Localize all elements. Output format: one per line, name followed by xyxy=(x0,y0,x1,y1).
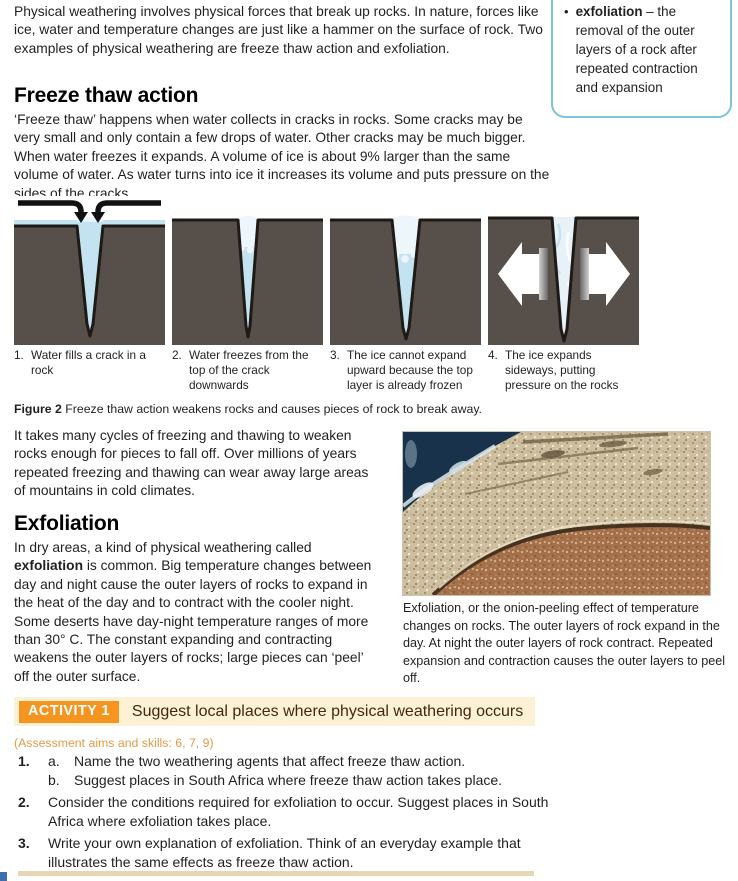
exfoliation-lead: In dry areas, a kind of physical weathering called xyxy=(14,540,312,555)
question-3 xyxy=(18,834,574,871)
exfoliation-rest: is common. Big temperature changes between day and night cause the outer layers of rocks to expand in the heat of the day and to contract with the cooler night. Some deserts have day-night temperature ranges of more than 30° C. The constant expanding and contracting weakens the outer layers of rocks; large pieces can ‘peel’ off the outer surface. xyxy=(14,558,372,684)
figure-2-caption xyxy=(14,402,634,416)
question-text: Name the two weathering agents that affect freeze thaw action. xyxy=(74,753,466,769)
intro-paragraph: Physical weathering involves physical forces that break up rocks. In nature, forces like ice, water and temperature changes are just like a hammer on the surface of rock. Two examples of physical weathering are freeze thaw action and exfoliation. xyxy=(14,4,543,56)
activity-label: ACTIVITY 1 xyxy=(19,701,119,723)
keyword-box xyxy=(551,0,732,118)
keyword-bullet: • xyxy=(564,4,569,19)
question-text: Consider the conditions required for exfoliation to occur. Suggest places in South Africa where exfoliation takes place. xyxy=(48,794,549,829)
diagram-caption-2 xyxy=(172,348,323,394)
diagram-caption-3 xyxy=(330,348,481,394)
assessment-aims: (Assessment aims and skills: 6, 7, 9) xyxy=(14,736,214,750)
keyword-term: exfoliation xyxy=(575,4,643,19)
question-text: Suggest places in South Africa where freeze thaw action takes place. xyxy=(74,771,503,788)
diagram-3-top-layer-frozen xyxy=(330,196,481,345)
question-letter: a. xyxy=(48,753,60,769)
figure-text: Freeze thaw action weakens rocks and causes pieces of rock to break away. xyxy=(61,402,482,416)
exfoliation-heading: Exfoliation xyxy=(14,512,120,535)
freeze-thaw-paragraph: ‘Freeze thaw’ happens when water collects in cracks in rocks. Some cracks may be very small and only contain a few drops of water. Other cracks may be much bigger. When water freezes it expands. A volume of ice is about 9% larger than the same volume of water. As water turns into ice it increases its volume and puts pressure on the sides of the cracks. xyxy=(14,112,550,201)
page-corner-marker xyxy=(0,872,7,881)
keyword-definition xyxy=(576,2,722,97)
diagram-caption-row xyxy=(14,348,654,394)
diagram-4-ice-expands-sideways xyxy=(488,196,639,345)
activity-questions xyxy=(18,752,574,872)
photo-caption: Exfoliation, or the onion-peeling effect of temperature changes on rocks. The outer layers of rock expand in the day. At night the outer layers of rock contract. Repeated expansion and contraction causes the outer layers to peel off. xyxy=(403,601,726,686)
question-letter: b. xyxy=(48,771,60,788)
caption-text: Water freezes from the top of the crack downwards xyxy=(189,348,309,393)
caption-number: 3. xyxy=(330,348,340,362)
diagram-2-freezes-from-top xyxy=(172,196,323,345)
caption-number: 4. xyxy=(488,348,498,362)
question-number: 1. xyxy=(18,753,30,769)
diagram-1-water-fills-crack xyxy=(14,196,165,345)
exfoliation-photo xyxy=(403,432,710,595)
cycles-paragraph: It takes many cycles of freezing and thawing to weaken rocks enough for pieces to fall off. Over millions of years repeated freezing and thawing can wear away large areas of mountains in cold climates. xyxy=(14,428,369,499)
caption-text: The ice cannot expand upward because the top layer is already frozen xyxy=(347,348,473,393)
freeze-thaw-diagram-strip xyxy=(14,196,639,345)
question-1 xyxy=(18,752,574,789)
question-1a xyxy=(48,752,574,771)
figure-label: Figure 2 xyxy=(14,402,62,416)
diagram-caption-1 xyxy=(14,348,165,394)
caption-number: 1. xyxy=(14,348,24,362)
diagram-caption-4 xyxy=(488,348,639,394)
caption-text: The ice expands sideways, putting pressure on the rocks xyxy=(505,348,619,393)
question-1b xyxy=(48,771,574,790)
keyword-definition-text: – the removal of the outer layers of a rock after repeated contraction and expansion xyxy=(575,4,698,95)
exfoliation-term: exfoliation xyxy=(14,558,83,574)
activity-title: Suggest local places where physical weathering occurs xyxy=(131,702,524,720)
caption-number: 2. xyxy=(172,348,182,362)
bottom-rule xyxy=(18,871,534,876)
question-text: Write your own explanation of exfoliation. Think of an everyday example that illustrates the same effects as freeze thaw action. xyxy=(48,835,521,870)
freeze-thaw-heading: Freeze thaw action xyxy=(14,84,199,107)
caption-text: Water fills a crack in a rock xyxy=(31,348,146,378)
activity-banner xyxy=(14,697,535,726)
question-number: 3. xyxy=(18,835,30,852)
question-2 xyxy=(18,793,574,830)
exfoliation-paragraph xyxy=(14,539,382,686)
question-number: 2. xyxy=(18,794,30,811)
